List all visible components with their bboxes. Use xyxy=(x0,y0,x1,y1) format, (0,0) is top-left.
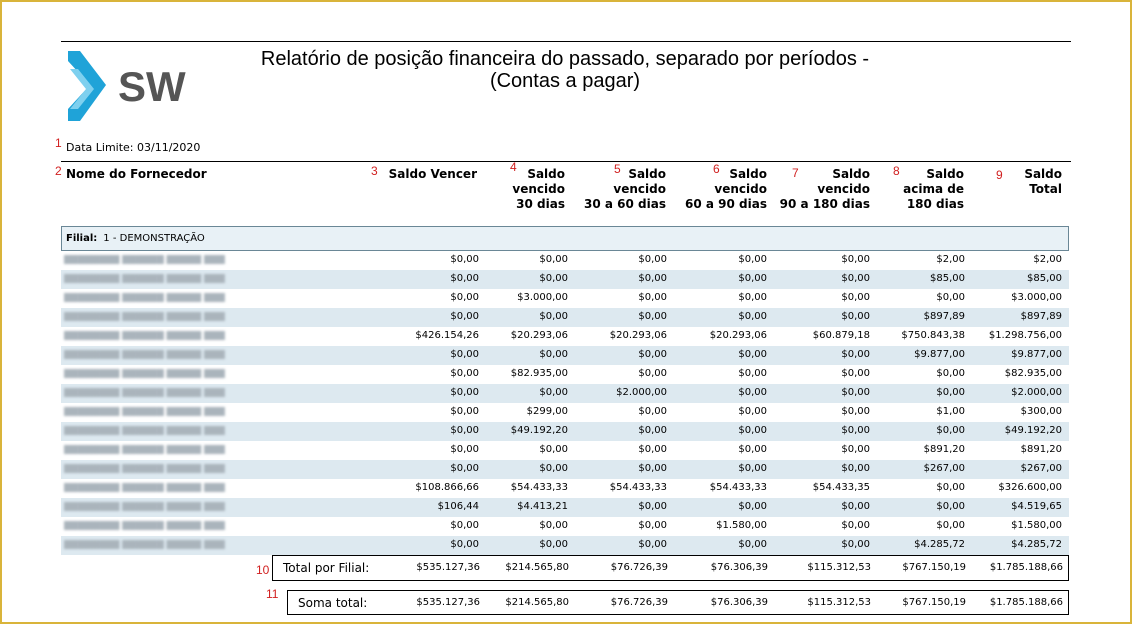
table-cell: $0,00 xyxy=(841,501,870,512)
table-cell: $0,00 xyxy=(841,254,870,265)
marker-7: 7 xyxy=(792,166,799,180)
table-row xyxy=(61,441,1069,460)
table-cell: $0,00 xyxy=(738,311,767,322)
table-cell: $0,00 xyxy=(738,254,767,265)
table-cell: $0,00 xyxy=(638,520,667,531)
table-cell: $0,00 xyxy=(539,273,568,284)
table-cell: $9.877,00 xyxy=(1011,349,1062,360)
col-header-acima-180: Saldo acima de 180 dias xyxy=(903,167,964,211)
marker-6: 6 xyxy=(713,162,720,176)
supplier-name-redacted: ████████ ██████ █████ ███ xyxy=(64,388,225,397)
table-cell: $20.293,06 xyxy=(510,330,568,341)
svg-text:SW: SW xyxy=(118,63,186,110)
table-cell: $426.154,26 xyxy=(415,330,479,341)
supplier-table xyxy=(61,251,1069,555)
marker-2: 2 xyxy=(55,164,62,178)
total-cell: $1.785.188,66 xyxy=(989,597,1063,608)
table-row xyxy=(61,365,1069,384)
table-cell: $2.000,00 xyxy=(1011,387,1062,398)
table-cell: $0,00 xyxy=(450,425,479,436)
table-cell: $82.935,00 xyxy=(1004,368,1062,379)
table-cell: $0,00 xyxy=(450,539,479,550)
table-cell: $0,00 xyxy=(450,387,479,398)
table-cell: $0,00 xyxy=(638,311,667,322)
table-cell: $0,00 xyxy=(450,368,479,379)
col-header-vencido-30: Saldo vencido 30 dias xyxy=(512,167,565,211)
table-cell: $0,00 xyxy=(539,311,568,322)
table-cell: $85,00 xyxy=(1027,273,1062,284)
table-cell: $0,00 xyxy=(638,463,667,474)
report-title xyxy=(230,48,900,92)
table-cell: $0,00 xyxy=(638,539,667,550)
table-cell: $0,00 xyxy=(841,406,870,417)
table-cell: $0,00 xyxy=(738,292,767,303)
col-header-saldo-total: Saldo Total xyxy=(1024,167,1062,196)
table-cell: $4.285,72 xyxy=(1011,539,1062,550)
filial-group-header xyxy=(61,226,1069,251)
table-cell: $4.519,65 xyxy=(1011,501,1062,512)
supplier-name-redacted: ████████ ██████ █████ ███ xyxy=(64,426,225,435)
table-cell: $0,00 xyxy=(841,368,870,379)
table-cell: $0,00 xyxy=(841,520,870,531)
table-cell: $0,00 xyxy=(539,539,568,550)
col-header-vencido-90-180: Saldo vencido 90 a 180 dias xyxy=(779,167,870,211)
table-cell: $2,00 xyxy=(1033,254,1062,265)
col-header-name: Nome do Fornecedor xyxy=(66,167,207,181)
table-cell: $54.433,33 xyxy=(609,482,667,493)
supplier-name-redacted: ████████ ██████ █████ ███ xyxy=(64,540,225,549)
table-cell: $0,00 xyxy=(738,387,767,398)
table-cell: $267,00 xyxy=(923,463,965,474)
table-cell: $0,00 xyxy=(450,292,479,303)
total-cell: $767.150,19 xyxy=(902,597,966,608)
table-cell: $0,00 xyxy=(638,501,667,512)
table-cell: $54.433,33 xyxy=(709,482,767,493)
table-cell: $0,00 xyxy=(936,387,965,398)
report-title-line1: Relatório de posição financeira do passado, separado por períodos - xyxy=(260,48,870,70)
supplier-name-redacted: ████████ ██████ █████ ███ xyxy=(64,350,225,359)
table-cell: $20.293,06 xyxy=(709,330,767,341)
table-row xyxy=(61,327,1069,346)
table-cell: $0,00 xyxy=(936,368,965,379)
marker-11: 11 xyxy=(266,587,279,601)
marker-3: 3 xyxy=(371,164,378,178)
table-row xyxy=(61,460,1069,479)
table-row xyxy=(61,251,1069,270)
table-cell: $0,00 xyxy=(936,425,965,436)
table-cell: $0,00 xyxy=(450,406,479,417)
table-cell: $54.433,33 xyxy=(510,482,568,493)
table-cell: $267,00 xyxy=(1020,463,1062,474)
table-row xyxy=(61,308,1069,327)
total-cell: $214.565,80 xyxy=(505,562,569,573)
table-row xyxy=(61,384,1069,403)
marker-1: 1 xyxy=(55,136,62,150)
table-cell: $0,00 xyxy=(841,425,870,436)
soma-total-label: Soma total: xyxy=(298,596,368,610)
table-row xyxy=(61,289,1069,308)
table-cell: $0,00 xyxy=(738,425,767,436)
table-cell: $0,00 xyxy=(841,311,870,322)
supplier-name-redacted: ████████ ██████ █████ ███ xyxy=(64,483,225,492)
table-cell: $0,00 xyxy=(450,349,479,360)
table-cell: $3.000,00 xyxy=(1011,292,1062,303)
table-cell: $0,00 xyxy=(738,501,767,512)
table-row xyxy=(61,536,1069,555)
sw-logo xyxy=(64,49,214,129)
table-cell: $106,44 xyxy=(437,501,479,512)
table-cell: $0,00 xyxy=(738,463,767,474)
table-cell: $0,00 xyxy=(638,349,667,360)
table-cell: $85,00 xyxy=(930,273,965,284)
table-cell: $891,20 xyxy=(1020,444,1062,455)
total-cell: $115.312,53 xyxy=(807,597,871,608)
table-cell: $0,00 xyxy=(841,463,870,474)
report-title-line2: (Contas a pagar) xyxy=(489,70,641,92)
total-cell: $535.127,36 xyxy=(416,597,480,608)
table-cell: $108.866,66 xyxy=(415,482,479,493)
table-cell: $300,00 xyxy=(1020,406,1062,417)
supplier-name-redacted: ████████ ██████ █████ ███ xyxy=(64,445,225,454)
table-cell: $0,00 xyxy=(450,444,479,455)
table-cell: $0,00 xyxy=(738,368,767,379)
table-cell: $1.580,00 xyxy=(1011,520,1062,531)
table-row xyxy=(61,270,1069,289)
table-cell: $20.293,06 xyxy=(609,330,667,341)
total-cell: $76.726,39 xyxy=(610,562,668,573)
table-cell: $82.935,00 xyxy=(510,368,568,379)
table-cell: $9.877,00 xyxy=(914,349,965,360)
total-cell: $76.306,39 xyxy=(710,562,768,573)
total-cell: $76.726,39 xyxy=(610,597,668,608)
table-cell: $0,00 xyxy=(738,406,767,417)
table-cell: $0,00 xyxy=(738,539,767,550)
marker-8: 8 xyxy=(893,164,900,178)
table-cell: $0,00 xyxy=(450,463,479,474)
date-limit: Data Limite: 03/11/2020 xyxy=(66,141,201,154)
total-cell: $767.150,19 xyxy=(902,562,966,573)
total-cell: $76.306,39 xyxy=(710,597,768,608)
table-cell: $0,00 xyxy=(450,311,479,322)
table-cell: $750.843,38 xyxy=(901,330,965,341)
table-cell: $0,00 xyxy=(738,349,767,360)
table-cell: $0,00 xyxy=(638,273,667,284)
marker-9: 9 xyxy=(996,168,1003,182)
table-cell: $0,00 xyxy=(738,273,767,284)
table-cell: $0,00 xyxy=(936,482,965,493)
table-cell: $4.285,72 xyxy=(914,539,965,550)
table-row xyxy=(61,479,1069,498)
table-cell: $49.192,20 xyxy=(1004,425,1062,436)
table-cell: $2.000,00 xyxy=(616,387,667,398)
table-cell: $0,00 xyxy=(539,444,568,455)
total-cell: $214.565,80 xyxy=(505,597,569,608)
supplier-name-redacted: ████████ ██████ █████ ███ xyxy=(64,255,225,264)
marker-4: 4 xyxy=(510,160,517,174)
marker-5: 5 xyxy=(614,162,621,176)
table-cell: $0,00 xyxy=(841,539,870,550)
total-cell: $115.312,53 xyxy=(807,562,871,573)
marker-10: 10 xyxy=(256,563,270,577)
supplier-name-redacted: ████████ ██████ █████ ███ xyxy=(64,369,225,378)
table-cell: $54.433,35 xyxy=(812,482,870,493)
header-rule xyxy=(61,161,1071,162)
table-cell: $0,00 xyxy=(936,520,965,531)
table-cell: $326.600,00 xyxy=(998,482,1062,493)
table-cell: $60.879,18 xyxy=(812,330,870,341)
table-cell: $897,89 xyxy=(1020,311,1062,322)
table-cell: $0,00 xyxy=(841,273,870,284)
table-cell: $0,00 xyxy=(539,463,568,474)
table-cell: $4.413,21 xyxy=(517,501,568,512)
table-cell: $897,89 xyxy=(923,311,965,322)
table-row xyxy=(61,403,1069,422)
table-cell: $0,00 xyxy=(539,387,568,398)
table-cell: $0,00 xyxy=(638,444,667,455)
table-cell: $891,20 xyxy=(923,444,965,455)
table-cell: $0,00 xyxy=(841,444,870,455)
table-cell: $0,00 xyxy=(638,368,667,379)
total-por-filial xyxy=(272,555,1069,581)
table-cell: $2,00 xyxy=(936,254,965,265)
supplier-name-redacted: ████████ ██████ █████ ███ xyxy=(64,407,225,416)
table-cell: $0,00 xyxy=(539,349,568,360)
supplier-name-redacted: ████████ ██████ █████ ███ xyxy=(64,502,225,511)
table-cell: $0,00 xyxy=(450,254,479,265)
table-cell: $0,00 xyxy=(638,254,667,265)
table-cell: $3.000,00 xyxy=(517,292,568,303)
table-row xyxy=(61,517,1069,536)
table-cell: $0,00 xyxy=(638,406,667,417)
supplier-name-redacted: ████████ ██████ █████ ███ xyxy=(64,274,225,283)
table-cell: $0,00 xyxy=(841,349,870,360)
table-cell: $0,00 xyxy=(841,292,870,303)
col-header-vencido-60-90: Saldo vencido 60 a 90 dias xyxy=(685,167,767,211)
total-cell: $535.127,36 xyxy=(416,562,480,573)
table-row xyxy=(61,422,1069,441)
table-cell: $0,00 xyxy=(936,292,965,303)
table-cell: $0,00 xyxy=(936,501,965,512)
filial-value: 1 - DEMONSTRAÇÃO xyxy=(103,233,205,244)
filial-label: Filial: xyxy=(66,233,98,244)
table-row xyxy=(61,346,1069,365)
table-cell: $0,00 xyxy=(738,444,767,455)
table-cell: $1.298.756,00 xyxy=(988,330,1062,341)
total-filial-label: Total por Filial: xyxy=(283,561,370,575)
col-header-saldo-vencer: Saldo Vencer xyxy=(388,167,477,181)
col-header-vencido-30-60: Saldo vencido 30 a 60 dias xyxy=(584,167,666,211)
supplier-name-redacted: ████████ ██████ █████ ███ xyxy=(64,293,225,302)
supplier-name-redacted: ████████ ██████ █████ ███ xyxy=(64,312,225,321)
table-cell: $299,00 xyxy=(526,406,568,417)
supplier-name-redacted: ████████ ██████ █████ ███ xyxy=(64,521,225,530)
table-cell: $0,00 xyxy=(638,425,667,436)
top-rule xyxy=(61,41,1071,42)
supplier-name-redacted: ████████ ██████ █████ ███ xyxy=(64,331,225,340)
table-row xyxy=(61,498,1069,517)
table-cell: $0,00 xyxy=(450,520,479,531)
soma-total xyxy=(287,590,1069,615)
table-cell: $0,00 xyxy=(638,292,667,303)
table-cell: $49.192,20 xyxy=(510,425,568,436)
table-cell: $0,00 xyxy=(841,387,870,398)
table-cell: $0,00 xyxy=(539,520,568,531)
table-cell: $1.580,00 xyxy=(716,520,767,531)
table-cell: $0,00 xyxy=(539,254,568,265)
supplier-name-redacted: ████████ ██████ █████ ███ xyxy=(64,464,225,473)
total-cell: $1.785.188,66 xyxy=(989,562,1063,573)
table-cell: $0,00 xyxy=(450,273,479,284)
table-cell: $1,00 xyxy=(936,406,965,417)
